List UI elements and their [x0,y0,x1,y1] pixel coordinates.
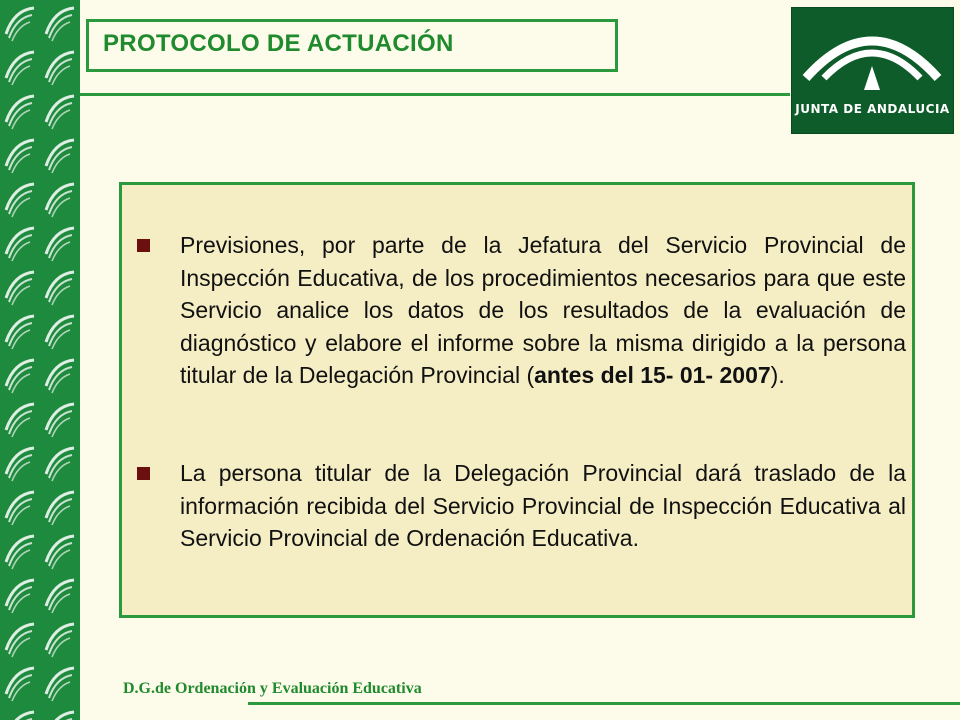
title-box [86,19,618,72]
bullet-square-icon [137,239,150,252]
arch-pattern-icon [0,0,80,720]
page-title: PROTOCOLO DE ACTUACIÓN [103,30,454,57]
bullet-text: La persona titular de la Delegación Provincial dará traslado de la información recibida del Servicio Provincial de Inspección Educativa al Servicio Provincial de Ordenación Educativa. [180,460,906,551]
logo-text: JUNTA DE ANDALUCIA [795,102,950,116]
content-panel [119,182,915,618]
bullet-text-end: ). [770,362,785,388]
bullet-text: Previsiones, por parte de la Jefatura del Servicio Provincial de Inspección Educativa, de los procedimientos necesarios para que este Servicio analice los datos de los resultados de la evaluación de diagnóstico y elabore el informe sobre la misma dirigido a la persona titular de la Delegación Provincial ( [180,232,906,388]
bullet-square-icon [137,467,150,480]
decorative-side-strip [0,0,80,720]
junta-andalucia-logo [791,7,954,134]
title-divider [80,93,790,96]
bullet-date: antes del 15- 01- 2007 [534,362,771,388]
bullet-item [180,229,906,392]
footer-label: D.G.de Ordenación y Evaluación Educativa [123,680,422,697]
footer-divider [248,702,960,705]
bullet-item [180,457,906,555]
